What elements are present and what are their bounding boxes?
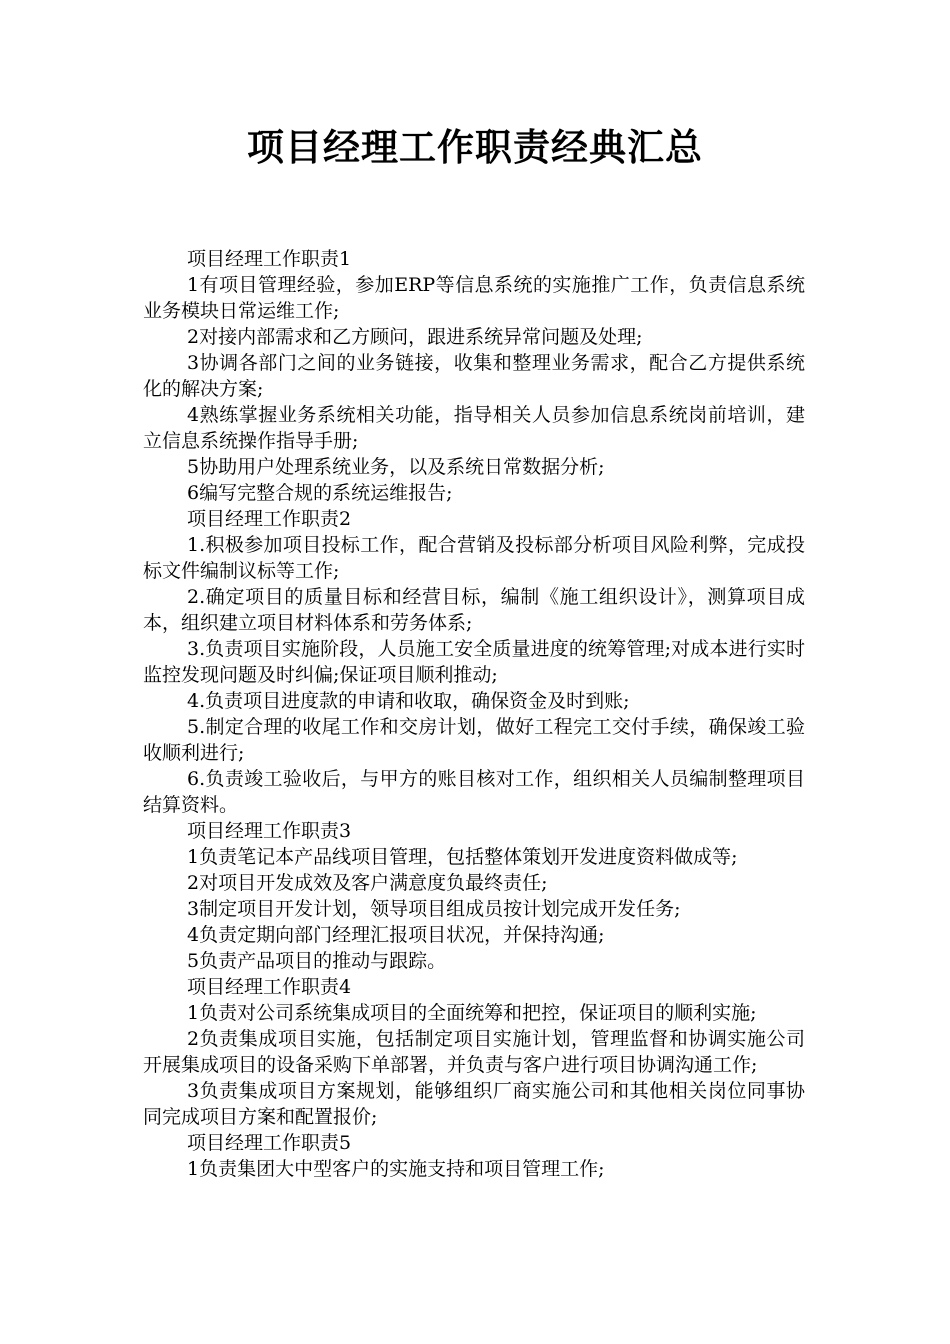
paragraph: 6编写完整合规的系统运维报告; — [187, 482, 453, 504]
document-title: 项目经理工作职责经典汇总 — [247, 126, 703, 169]
document-body — [143, 246, 805, 1182]
paragraph: 1.积极参加项目投标工作，配合营销及投标部分析项目风险利弊，完成投标文件编制议标等工作; — [143, 534, 805, 582]
paragraph: 3协调各部门之间的业务链接，收集和整理业务需求，配合乙方提供系统化的解决方案; — [143, 352, 805, 400]
paragraph: 4熟练掌握业务系统相关功能，指导相关人员参加信息系统岗前培训，建立信息系统操作指导手册; — [143, 404, 805, 452]
paragraph: 2负责集成项目实施，包括制定项目实施计划，管理监督和协调实施公司开展集成项目的设备采购下单部署，并负责与客户进行项目协调沟通工作; — [143, 1028, 805, 1076]
section-heading: 项目经理工作职责4 — [187, 976, 352, 998]
paragraph: 2对项目开发成效及客户满意度负最终责任; — [187, 872, 548, 894]
section-heading: 项目经理工作职责5 — [187, 1132, 352, 1154]
section-heading: 项目经理工作职责2 — [187, 508, 352, 530]
paragraph: 1负责集团大中型客户的实施支持和项目管理工作; — [187, 1158, 605, 1180]
paragraph: 3负责集成项目方案规划，能够组织厂商实施公司和其他相关岗位同事协同完成项目方案和配置报价; — [143, 1080, 805, 1128]
paragraph: 1有项目管理经验，参加ERP等信息系统的实施推广工作，负责信息系统业务模块日常运维工作; — [143, 274, 805, 322]
paragraph: 1负责笔记本产品线项目管理，包括整体策划开发进度资料做成等; — [187, 846, 738, 868]
paragraph: 2.确定项目的质量目标和经营目标，编制《施工组织设计》，测算项目成本，组织建立项目材料体系和劳务体系; — [143, 586, 805, 634]
paragraph: 3.负责项目实施阶段，人员施工安全质量进度的统筹管理;对成本进行实时监控发现问题及时纠偏;保证项目顺利推动; — [143, 638, 805, 686]
paragraph: 6.负责竣工验收后，与甲方的账目核对工作，组织相关人员编制整理项目结算资料。 — [143, 768, 805, 816]
paragraph: 5.制定合理的收尾工作和交房计划，做好工程完工交付手续，确保竣工验收顺利进行; — [143, 716, 805, 764]
paragraph: 5负责产品项目的推动与跟踪。 — [187, 950, 447, 972]
paragraph: 4负责定期向部门经理汇报项目状况，并保持沟通; — [187, 924, 605, 946]
section-heading: 项目经理工作职责1 — [187, 248, 352, 270]
section-heading: 项目经理工作职责3 — [187, 820, 352, 842]
paragraph: 3制定项目开发计划，领导项目组成员按计划完成开发任务; — [187, 898, 681, 920]
paragraph: 1负责对公司系统集成项目的全面统筹和把控，保证项目的顺利实施; — [187, 1002, 757, 1024]
paragraph: 2对接内部需求和乙方顾问，跟进系统异常问题及处理; — [187, 326, 643, 348]
paragraph: 5协助用户处理系统业务，以及系统日常数据分析; — [187, 456, 605, 478]
paragraph: 4.负责项目进度款的申请和收取，确保资金及时到账; — [187, 690, 630, 712]
